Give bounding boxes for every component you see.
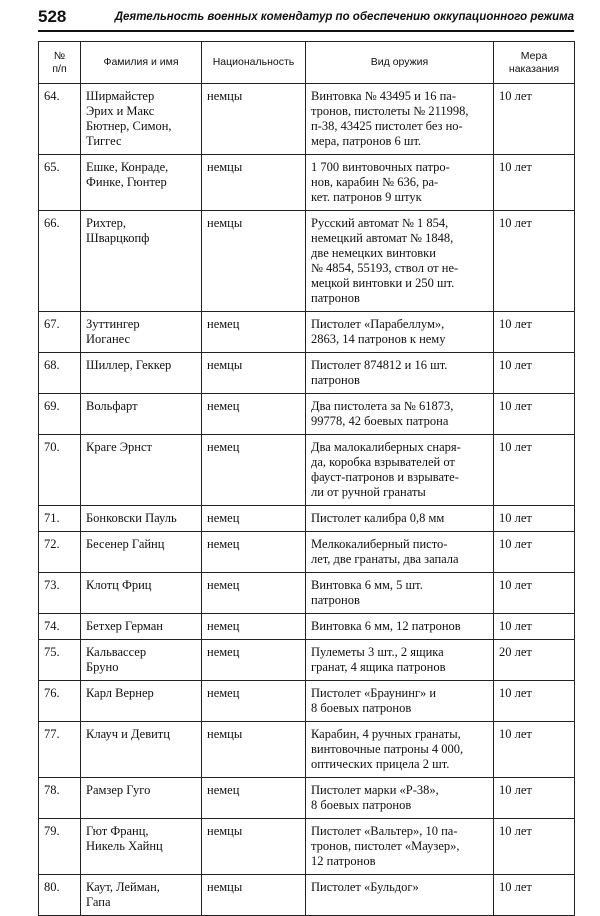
weapon-description: Винтовка 6 мм, 5 шт. патронов bbox=[311, 578, 423, 607]
nationality: немец bbox=[207, 783, 240, 797]
row-number-cell bbox=[39, 778, 81, 819]
penalty-cell bbox=[494, 394, 575, 435]
row-number-cell bbox=[39, 681, 81, 722]
nationality-cell bbox=[202, 681, 306, 722]
nationality-cell bbox=[202, 875, 306, 916]
row-number: 68. bbox=[44, 358, 60, 372]
table-row bbox=[39, 84, 575, 155]
weapon-description-cell bbox=[306, 573, 494, 614]
weapon-description: Два малокалиберных снаря- да, коробка взрывателей от фауст-патронов и взрывате- ли от ручной гранаты bbox=[311, 440, 461, 499]
penalty: 10 лет bbox=[499, 686, 532, 700]
nationality-cell bbox=[202, 722, 306, 778]
penalty: 10 лет bbox=[499, 783, 532, 797]
weapon-description: Винтовка 6 мм, 12 патронов bbox=[311, 619, 461, 633]
row-number: 73. bbox=[44, 578, 60, 592]
column-header-name: Фамилия и имя bbox=[81, 42, 202, 84]
nationality-cell bbox=[202, 155, 306, 211]
column-header-nationality: Национальность bbox=[202, 42, 306, 84]
nationality-cell bbox=[202, 778, 306, 819]
penalty: 10 лет bbox=[499, 511, 532, 525]
row-number-cell bbox=[39, 614, 81, 640]
weapon-description-cell bbox=[306, 435, 494, 506]
weapon-description: Винтовка № 43495 и 16 па- тронов, пистолеты № 211998, п-38, 43425 пистолет без но- мера, патронов 6 шт. bbox=[311, 89, 469, 148]
document-table bbox=[38, 41, 575, 916]
nationality-cell bbox=[202, 506, 306, 532]
penalty: 10 лет bbox=[499, 89, 532, 103]
row-number-cell bbox=[39, 211, 81, 312]
weapon-description: Пистолет «Браунинг» и 8 боевых патронов bbox=[311, 686, 437, 715]
table-row bbox=[39, 875, 575, 916]
table-row bbox=[39, 614, 575, 640]
person-names-cell bbox=[81, 722, 202, 778]
row-number-cell bbox=[39, 84, 81, 155]
weapon-description: Два пистолета за № 61873, 99778, 42 боевых патрона bbox=[311, 399, 454, 428]
weapon-description-cell bbox=[306, 640, 494, 681]
table-body bbox=[39, 84, 575, 916]
person-names: Ширмайстер Эрих и Макс Бютнер, Симон, Тиггес bbox=[86, 89, 172, 148]
nationality: немец bbox=[207, 511, 240, 525]
person-names: Рихтер, Шварцкопф bbox=[86, 216, 150, 245]
nationality: немцы bbox=[207, 824, 243, 838]
person-names-cell bbox=[81, 875, 202, 916]
row-number: 72. bbox=[44, 537, 60, 551]
nationality: немцы bbox=[207, 880, 243, 894]
table-row bbox=[39, 211, 575, 312]
penalty: 10 лет bbox=[499, 358, 532, 372]
person-names: Карл Вернер bbox=[86, 686, 154, 700]
penalty-cell bbox=[494, 573, 575, 614]
row-number-cell bbox=[39, 155, 81, 211]
penalty-cell bbox=[494, 722, 575, 778]
nationality: немец bbox=[207, 578, 240, 592]
row-number-cell bbox=[39, 435, 81, 506]
person-names-cell bbox=[81, 312, 202, 353]
penalty-cell bbox=[494, 681, 575, 722]
running-title: Деятельность военных комендатур по обеспечению оккупационного режима bbox=[114, 11, 574, 23]
nationality: немец bbox=[207, 399, 240, 413]
weapon-description-cell bbox=[306, 778, 494, 819]
person-names-cell bbox=[81, 211, 202, 312]
nationality: немцы bbox=[207, 358, 243, 372]
column-header-number: № п/п bbox=[39, 42, 81, 84]
nationality-cell bbox=[202, 211, 306, 312]
penalty: 10 лет bbox=[499, 619, 532, 633]
weapon-description: Пистолет калибра 0,8 мм bbox=[311, 511, 445, 525]
nationality-cell bbox=[202, 640, 306, 681]
row-number: 69. bbox=[44, 399, 60, 413]
table-row bbox=[39, 778, 575, 819]
penalty-cell bbox=[494, 875, 575, 916]
penalty-cell bbox=[494, 532, 575, 573]
row-number: 64. bbox=[44, 89, 60, 103]
nationality-cell bbox=[202, 532, 306, 573]
row-number: 67. bbox=[44, 317, 60, 331]
penalty: 20 лет bbox=[499, 645, 532, 659]
penalty: 10 лет bbox=[499, 317, 532, 331]
penalty-cell bbox=[494, 211, 575, 312]
row-number: 79. bbox=[44, 824, 60, 838]
nationality: немцы bbox=[207, 727, 243, 741]
penalty: 10 лет bbox=[499, 578, 532, 592]
penalty-cell bbox=[494, 819, 575, 875]
row-number: 66. bbox=[44, 216, 60, 230]
nationality-cell bbox=[202, 819, 306, 875]
row-number-cell bbox=[39, 506, 81, 532]
penalty-cell bbox=[494, 155, 575, 211]
nationality: немец bbox=[207, 619, 240, 633]
running-header bbox=[38, 6, 574, 32]
person-names: Клотц Фриц bbox=[86, 578, 152, 592]
row-number-cell bbox=[39, 394, 81, 435]
nationality: немцы bbox=[207, 160, 243, 174]
penalty: 10 лет bbox=[499, 399, 532, 413]
person-names-cell bbox=[81, 155, 202, 211]
nationality: немец bbox=[207, 645, 240, 659]
row-number: 78. bbox=[44, 783, 60, 797]
weapon-description-cell bbox=[306, 394, 494, 435]
person-names-cell bbox=[81, 681, 202, 722]
person-names-cell bbox=[81, 435, 202, 506]
weapon-description-cell bbox=[306, 84, 494, 155]
weapon-description-cell bbox=[306, 614, 494, 640]
table-header-row bbox=[39, 42, 575, 84]
weapon-description-cell bbox=[306, 155, 494, 211]
person-names: Бесенер Гайнц bbox=[86, 537, 165, 551]
person-names: Зуттингер Иоганес bbox=[86, 317, 140, 346]
person-names: Шиллер, Геккер bbox=[86, 358, 172, 372]
row-number: 65. bbox=[44, 160, 60, 174]
nationality-cell bbox=[202, 312, 306, 353]
weapon-description-cell bbox=[306, 312, 494, 353]
penalty-cell bbox=[494, 84, 575, 155]
page-number: 528 bbox=[38, 7, 67, 26]
nationality: немцы bbox=[207, 89, 243, 103]
table-row bbox=[39, 506, 575, 532]
person-names: Бетхер Герман bbox=[86, 619, 163, 633]
penalty: 10 лет bbox=[499, 537, 532, 551]
table-row bbox=[39, 312, 575, 353]
weapon-description-cell bbox=[306, 506, 494, 532]
weapon-description: 1 700 винтовочных патро- нов, карабин № 636, ра- кет. патронов 9 штук bbox=[311, 160, 450, 204]
weapon-description: Пистолет «Бульдог» bbox=[311, 880, 419, 894]
person-names-cell bbox=[81, 614, 202, 640]
nationality-cell bbox=[202, 394, 306, 435]
row-number-cell bbox=[39, 573, 81, 614]
person-names: Гют Франц, Никель Хайнц bbox=[86, 824, 163, 853]
row-number-cell bbox=[39, 722, 81, 778]
row-number-cell bbox=[39, 353, 81, 394]
nationality: немец bbox=[207, 537, 240, 551]
nationality: немец bbox=[207, 440, 240, 454]
penalty-cell bbox=[494, 778, 575, 819]
penalty-cell bbox=[494, 614, 575, 640]
penalty-cell bbox=[494, 312, 575, 353]
person-names: Вольфарт bbox=[86, 399, 138, 413]
weapon-description: Карабин, 4 ручных гранаты, винтовочные патроны 4 000, оптических прицела 2 шт. bbox=[311, 727, 464, 771]
nationality: немец bbox=[207, 686, 240, 700]
nationality-cell bbox=[202, 435, 306, 506]
table-row bbox=[39, 394, 575, 435]
weapon-description-cell bbox=[306, 722, 494, 778]
weapon-description: Пистолет марки «Р-38», 8 боевых патронов bbox=[311, 783, 439, 812]
row-number: 74. bbox=[44, 619, 60, 633]
person-names-cell bbox=[81, 353, 202, 394]
penalty-cell bbox=[494, 435, 575, 506]
nationality-cell bbox=[202, 353, 306, 394]
weapon-description: Мелкокалиберный писто- лет, две гранаты, два запала bbox=[311, 537, 459, 566]
row-number-cell bbox=[39, 640, 81, 681]
person-names-cell bbox=[81, 394, 202, 435]
person-names-cell bbox=[81, 778, 202, 819]
table-row bbox=[39, 722, 575, 778]
row-number: 70. bbox=[44, 440, 60, 454]
row-number: 71. bbox=[44, 511, 60, 525]
row-number-cell bbox=[39, 312, 81, 353]
person-names: Клауч и Девитц bbox=[86, 727, 170, 741]
penalty: 10 лет bbox=[499, 160, 532, 174]
person-names-cell bbox=[81, 640, 202, 681]
person-names: Каут, Лейман, Гапа bbox=[86, 880, 160, 909]
weapon-description: Пулеметы 3 шт., 2 ящика гранат, 4 ящика патронов bbox=[311, 645, 446, 674]
weapon-description-cell bbox=[306, 819, 494, 875]
row-number: 80. bbox=[44, 880, 60, 894]
row-number: 76. bbox=[44, 686, 60, 700]
weapon-description: Пистолет 874812 и 16 шт. патронов bbox=[311, 358, 448, 387]
person-names: Рамзер Гуго bbox=[86, 783, 151, 797]
row-number: 75. bbox=[44, 645, 60, 659]
penalty: 10 лет bbox=[499, 880, 532, 894]
penalty-cell bbox=[494, 353, 575, 394]
person-names: Краге Эрнст bbox=[86, 440, 152, 454]
weapon-description-cell bbox=[306, 875, 494, 916]
person-names: Ешке, Конраде, Финке, Гюнтер bbox=[86, 160, 169, 189]
table-row bbox=[39, 573, 575, 614]
penalty-cell bbox=[494, 506, 575, 532]
row-number-cell bbox=[39, 532, 81, 573]
person-names: Кальвассер Бруно bbox=[86, 645, 147, 674]
person-names-cell bbox=[81, 819, 202, 875]
weapon-description: Пистолет «Парабеллум», 2863, 14 патронов к нему bbox=[311, 317, 446, 346]
weapon-description-cell bbox=[306, 211, 494, 312]
row-number: 77. bbox=[44, 727, 60, 741]
nationality: немцы bbox=[207, 216, 243, 230]
weapon-description-cell bbox=[306, 681, 494, 722]
table-row bbox=[39, 435, 575, 506]
nationality-cell bbox=[202, 573, 306, 614]
table-row bbox=[39, 640, 575, 681]
penalty: 10 лет bbox=[499, 216, 532, 230]
row-number-cell bbox=[39, 875, 81, 916]
penalty: 10 лет bbox=[499, 440, 532, 454]
column-header-penalty: Мера наказания bbox=[494, 42, 575, 84]
person-names-cell bbox=[81, 532, 202, 573]
table-row bbox=[39, 681, 575, 722]
person-names: Бонковски Пауль bbox=[86, 511, 177, 525]
row-number-cell bbox=[39, 819, 81, 875]
weapon-description: Русский автомат № 1 854, немецкий автомат № 1848, две немецких винтовки № 4854, 55193, ствол от не- мецкой винтовки и 250 шт. патронов bbox=[311, 216, 459, 305]
weapon-description-cell bbox=[306, 532, 494, 573]
nationality-cell bbox=[202, 84, 306, 155]
nationality: немец bbox=[207, 317, 240, 331]
penalty: 10 лет bbox=[499, 824, 532, 838]
penalty-cell bbox=[494, 640, 575, 681]
person-names-cell bbox=[81, 84, 202, 155]
person-names-cell bbox=[81, 506, 202, 532]
table-row bbox=[39, 532, 575, 573]
table-row bbox=[39, 155, 575, 211]
table-row bbox=[39, 353, 575, 394]
person-names-cell bbox=[81, 573, 202, 614]
penalty: 10 лет bbox=[499, 727, 532, 741]
weapon-description-cell bbox=[306, 353, 494, 394]
table-row bbox=[39, 819, 575, 875]
weapon-description: Пистолет «Вальтер», 10 па- тронов, пистолет «Маузер», 12 патронов bbox=[311, 824, 460, 868]
column-header-weapon: Вид оружия bbox=[306, 42, 494, 84]
nationality-cell bbox=[202, 614, 306, 640]
